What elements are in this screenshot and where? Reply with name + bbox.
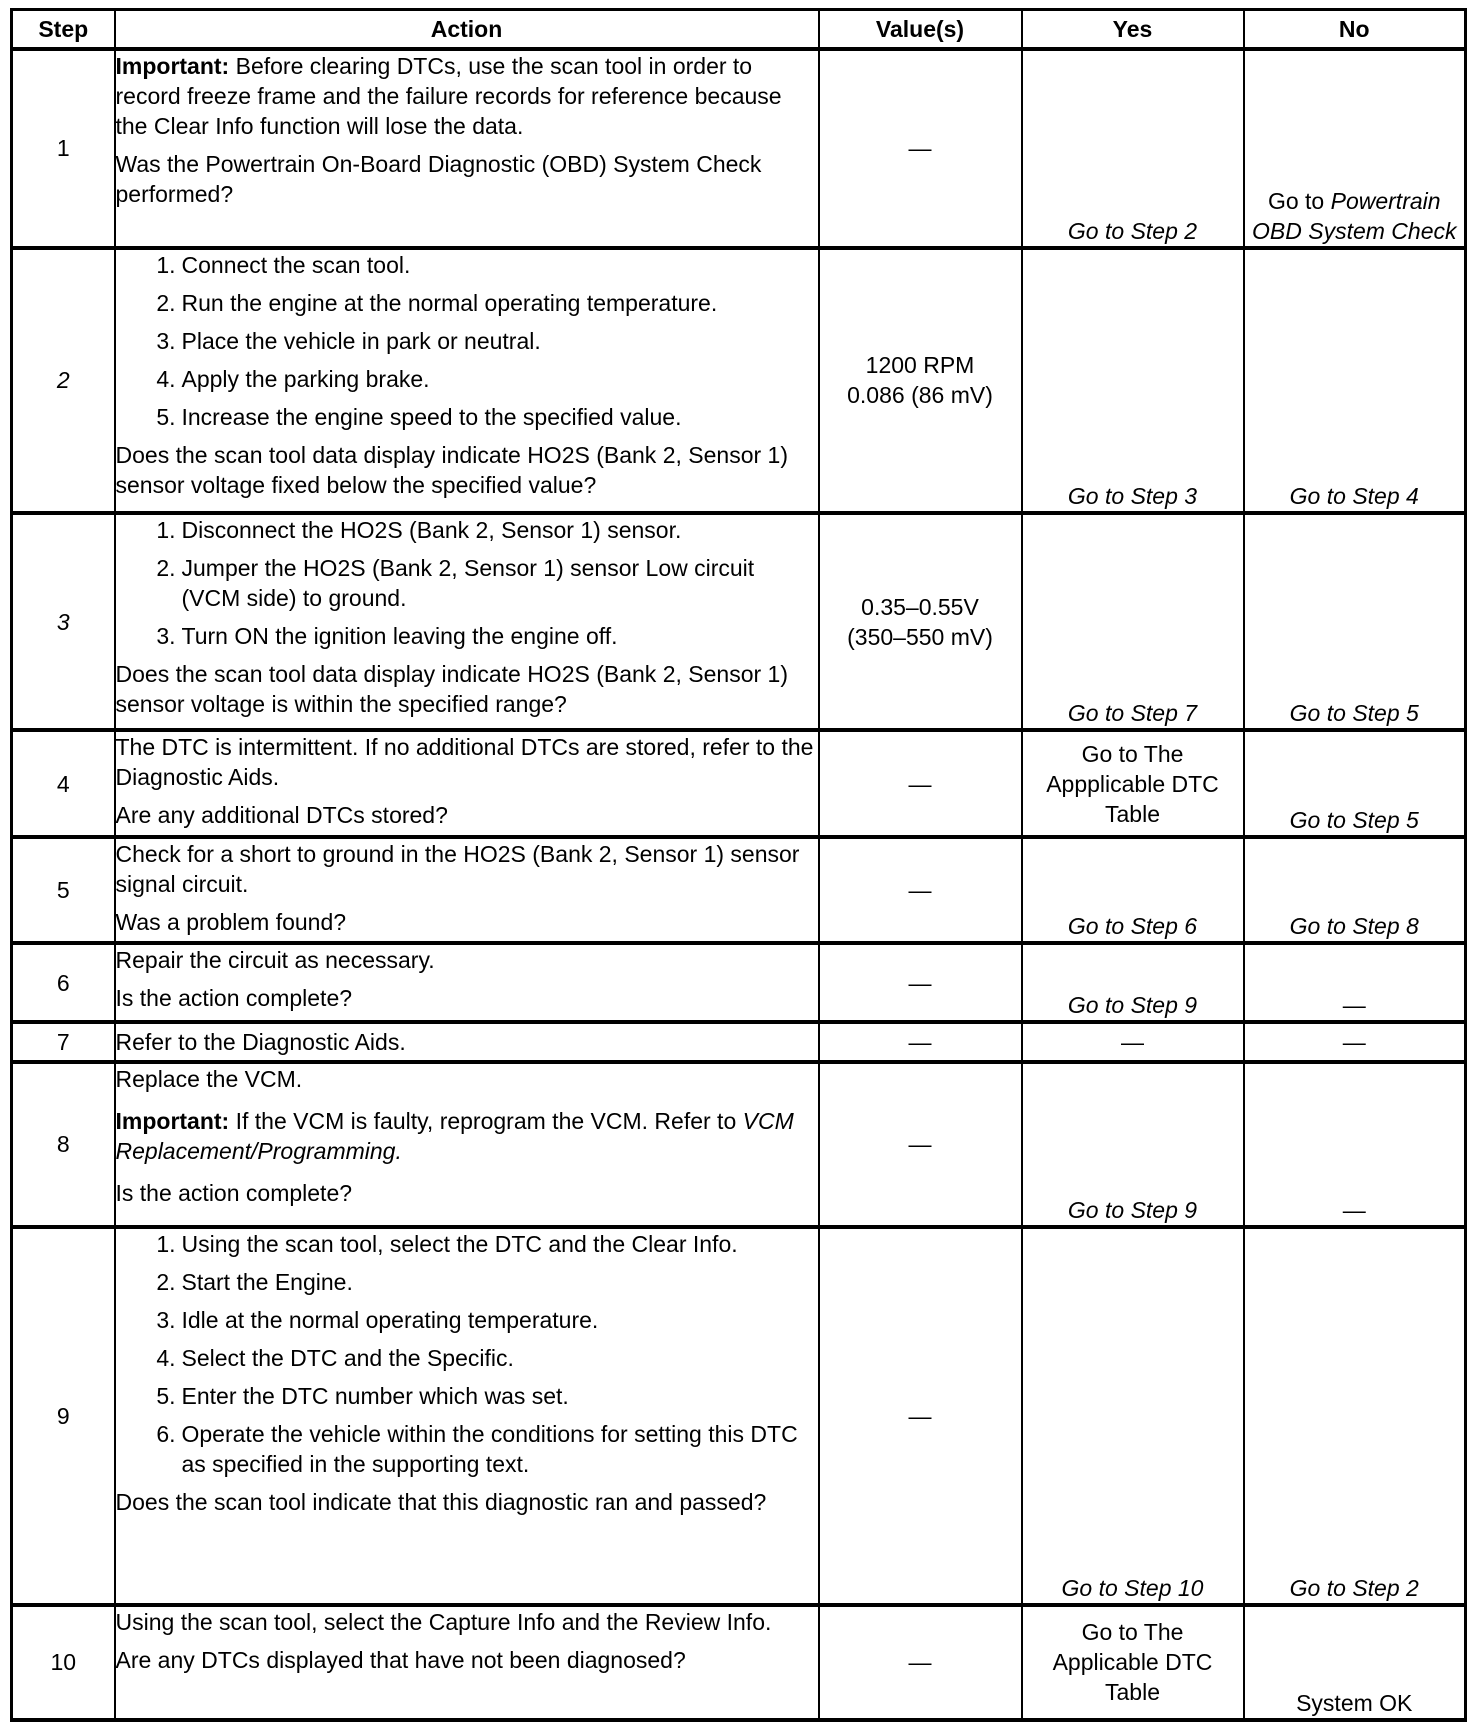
value-cell: —: [819, 1227, 1022, 1605]
table-row-step-5: [12, 837, 1466, 944]
no-link-step-5[interactable]: Go to Step 5: [1244, 513, 1466, 730]
step-number: 2: [12, 248, 115, 513]
list-item: [146, 1305, 818, 1335]
table-row-step-10: [12, 1605, 1466, 1720]
no-link-step-2[interactable]: Go to Step 2: [1244, 1227, 1466, 1605]
table-row-step-6: [12, 943, 1466, 1021]
step-number: 7: [12, 1022, 115, 1062]
list-item-number: 4.: [156, 1344, 176, 1371]
action-text: Replace the VCM.: [115, 1065, 303, 1092]
action-cell: [115, 49, 819, 248]
table-row-step-4: [12, 730, 1466, 837]
list-item-text: Select the DTC and the Specific.: [181, 1344, 514, 1371]
yes-line: Appplicable DTC: [1046, 770, 1219, 797]
yes-line: Table: [1105, 1679, 1160, 1706]
action-text: Using the scan tool, select the Capture Info and the Review Info.: [115, 1608, 772, 1635]
diagnostic-table: [10, 8, 1467, 1722]
yes-cell: —: [1022, 1022, 1244, 1062]
list-item-number: 3.: [156, 327, 176, 354]
list-item: [146, 553, 818, 613]
list-item-text: Run the engine at the normal operating temperature.: [181, 289, 718, 316]
action-cell: [115, 248, 819, 513]
no-cell: —: [1244, 1022, 1466, 1062]
value-cell: —: [819, 1022, 1022, 1062]
list-item: [146, 326, 818, 356]
list-item-text: Jumper the HO2S (Bank 2, Sensor 1) sensor Low circuit (VCM side) to ground.: [181, 554, 755, 611]
action-cell: [115, 1605, 819, 1720]
list-item: [146, 1229, 818, 1259]
no-link-obd-system-check[interactable]: [1244, 49, 1466, 248]
header-no: No: [1244, 10, 1466, 50]
no-link-step-5[interactable]: Go to Step 5: [1244, 730, 1466, 837]
important-text: If the VCM is faulty, reprogram the VCM. Refer to: [229, 1107, 743, 1134]
action-cell: [115, 837, 819, 944]
value-cell: —: [819, 49, 1022, 248]
table-row-step-3: [12, 513, 1466, 730]
no-link-italic: Powertrain OBD System Check: [1252, 187, 1457, 244]
procedure-list: [116, 1229, 818, 1479]
list-item: [146, 364, 818, 394]
list-item: [146, 250, 818, 280]
important-label: Important:: [115, 53, 230, 79]
action-question: Was a problem found?: [115, 908, 347, 935]
no-link-step-8[interactable]: Go to Step 8: [1244, 837, 1466, 944]
list-item-number: 6.: [156, 1420, 176, 1447]
list-item: [146, 288, 818, 318]
list-item: [146, 621, 818, 651]
no-cell: —: [1244, 943, 1466, 1021]
step-number: 3: [12, 513, 115, 730]
list-item-number: 3.: [156, 1306, 176, 1333]
step-number: 6: [12, 943, 115, 1021]
action-question: Are any additional DTCs stored?: [115, 802, 448, 829]
list-item-number: 1.: [156, 251, 176, 278]
action-question: Is the action complete?: [115, 1179, 353, 1206]
list-item-text: Disconnect the HO2S (Bank 2, Sensor 1) sensor.: [181, 516, 682, 543]
list-item-text: Idle at the normal operating temperature.: [181, 1306, 599, 1333]
list-item-text: Turn ON the ignition leaving the engine off.: [181, 622, 618, 649]
step-number: 9: [12, 1227, 115, 1605]
value-cell: [819, 248, 1022, 513]
value-cell: —: [819, 837, 1022, 944]
value-cell: —: [819, 730, 1022, 837]
action-text: Repair the circuit as necessary.: [115, 947, 435, 974]
list-item-text: Enter the DTC number which was set.: [181, 1382, 569, 1409]
action-text: The DTC is intermittent. If no additional DTCs are stored, refer to the Diagnostic Aids.: [115, 734, 814, 791]
list-item-number: 4.: [156, 365, 176, 392]
list-item-text: Operate the vehicle within the conditions for setting this DTC as specified in the supporting text.: [181, 1420, 798, 1477]
yes-link-step-9[interactable]: Go to Step 9: [1022, 943, 1244, 1021]
vcm-replacement-link[interactable]: VCM Replacement/Programming.: [115, 1107, 794, 1164]
list-item-number: 2.: [156, 1268, 176, 1295]
action-cell: [115, 513, 819, 730]
action-cell: [115, 943, 819, 1021]
table-row-step-7: [12, 1022, 1466, 1062]
yes-link-step-3[interactable]: Go to Step 3: [1022, 248, 1244, 513]
value-line: (350–550 mV): [847, 623, 993, 650]
yes-link-step-9[interactable]: Go to Step 9: [1022, 1062, 1244, 1227]
table-row-step-9: [12, 1227, 1466, 1605]
value-cell: —: [819, 1605, 1022, 1720]
list-item-text: Start the Engine.: [181, 1268, 353, 1295]
header-row: [12, 10, 1466, 50]
header-yes: Yes: [1022, 10, 1244, 50]
action-cell: [115, 730, 819, 837]
step-number: 1: [12, 49, 115, 248]
list-item-text: Using the scan tool, select the DTC and the Clear Info.: [181, 1230, 738, 1257]
list-item-number: 5.: [156, 1382, 176, 1409]
list-item-text: Place the vehicle in park or neutral.: [181, 327, 541, 354]
list-item: [146, 402, 818, 432]
action-cell: [115, 1227, 819, 1605]
list-item-text: Apply the parking brake.: [181, 365, 430, 392]
procedure-list: [116, 250, 818, 432]
step-number: 4: [12, 730, 115, 837]
no-link-prefix: Go to: [1267, 187, 1331, 214]
action-question: Does the scan tool indicate that this diagnostic ran and passed?: [115, 1488, 767, 1515]
list-item-number: 2.: [156, 554, 176, 581]
important-label: Important:: [115, 1107, 230, 1134]
yes-link-applicable-dtc-table[interactable]: [1022, 730, 1244, 837]
no-link-step-4[interactable]: Go to Step 4: [1244, 248, 1466, 513]
value-line: 0.086 (86 mV): [847, 382, 993, 409]
action-text: Check for a short to ground in the HO2S (Bank 2, Sensor 1) sensor signal circuit.: [115, 840, 800, 897]
table-row-step-8: [12, 1062, 1466, 1227]
yes-link-step-10[interactable]: Go to Step 10: [1022, 1227, 1244, 1605]
value-line: 1200 RPM: [865, 352, 975, 379]
action-question: Is the action complete?: [115, 985, 353, 1012]
action-question: Are any DTCs displayed that have not been diagnosed?: [115, 1646, 686, 1673]
list-item-text: Connect the scan tool.: [181, 251, 411, 278]
action-text: Refer to the Diagnostic Aids.: [115, 1022, 819, 1062]
yes-link-applicable-dtc-table[interactable]: [1022, 1605, 1244, 1720]
table-row-step-2: [12, 248, 1466, 513]
yes-line: Applicable DTC: [1052, 1649, 1213, 1676]
yes-line: Table: [1105, 800, 1160, 827]
yes-link-step-2[interactable]: Go to Step 2: [1022, 49, 1244, 248]
important-text: Before clearing DTCs, use the scan tool in order to record freeze frame and the failure records for reference because the Clear Info function will lose the data.: [115, 53, 782, 139]
table-row-step-1: [12, 49, 1466, 248]
no-cell-system-ok: System OK: [1244, 1605, 1466, 1720]
list-item: [146, 1267, 818, 1297]
no-cell: —: [1244, 1062, 1466, 1227]
header-action: Action: [115, 10, 819, 50]
list-item: [146, 1343, 818, 1373]
important-note: [116, 51, 818, 141]
step-number: 10: [12, 1605, 115, 1720]
action-question: Does the scan tool data display indicate HO2S (Bank 2, Sensor 1) sensor voltage is within the specified range?: [115, 660, 788, 717]
step-number: 5: [12, 837, 115, 944]
header-step: Step: [12, 10, 115, 50]
important-note: [116, 1106, 818, 1166]
value-cell: [819, 513, 1022, 730]
action-question: Was the Powertrain On-Board Diagnostic (OBD) System Check performed?: [115, 151, 762, 207]
list-item-number: 2.: [156, 289, 176, 316]
yes-link-step-6[interactable]: Go to Step 6: [1022, 837, 1244, 944]
action-question: Does the scan tool data display indicate HO2S (Bank 2, Sensor 1) sensor voltage fixed below the specified value?: [115, 441, 788, 498]
list-item: [146, 1419, 818, 1479]
list-item-number: 3.: [156, 622, 176, 649]
list-item: [146, 515, 818, 545]
list-item-number: 1.: [156, 516, 176, 543]
list-item-number: 5.: [156, 403, 176, 430]
list-item-number: 1.: [156, 1230, 176, 1257]
yes-link-step-7[interactable]: Go to Step 7: [1022, 513, 1244, 730]
list-item-text: Increase the engine speed to the specified value.: [181, 403, 682, 430]
list-item: [146, 1381, 818, 1411]
yes-line: Go to The: [1081, 740, 1184, 767]
header-values: Value(s): [819, 10, 1022, 50]
value-cell: —: [819, 1062, 1022, 1227]
value-cell: —: [819, 943, 1022, 1021]
action-cell: [115, 1062, 819, 1227]
procedure-list: [116, 515, 818, 651]
value-line: 0.35–0.55V: [861, 593, 979, 620]
step-number: 8: [12, 1062, 115, 1227]
yes-line: Go to The: [1081, 1619, 1184, 1646]
